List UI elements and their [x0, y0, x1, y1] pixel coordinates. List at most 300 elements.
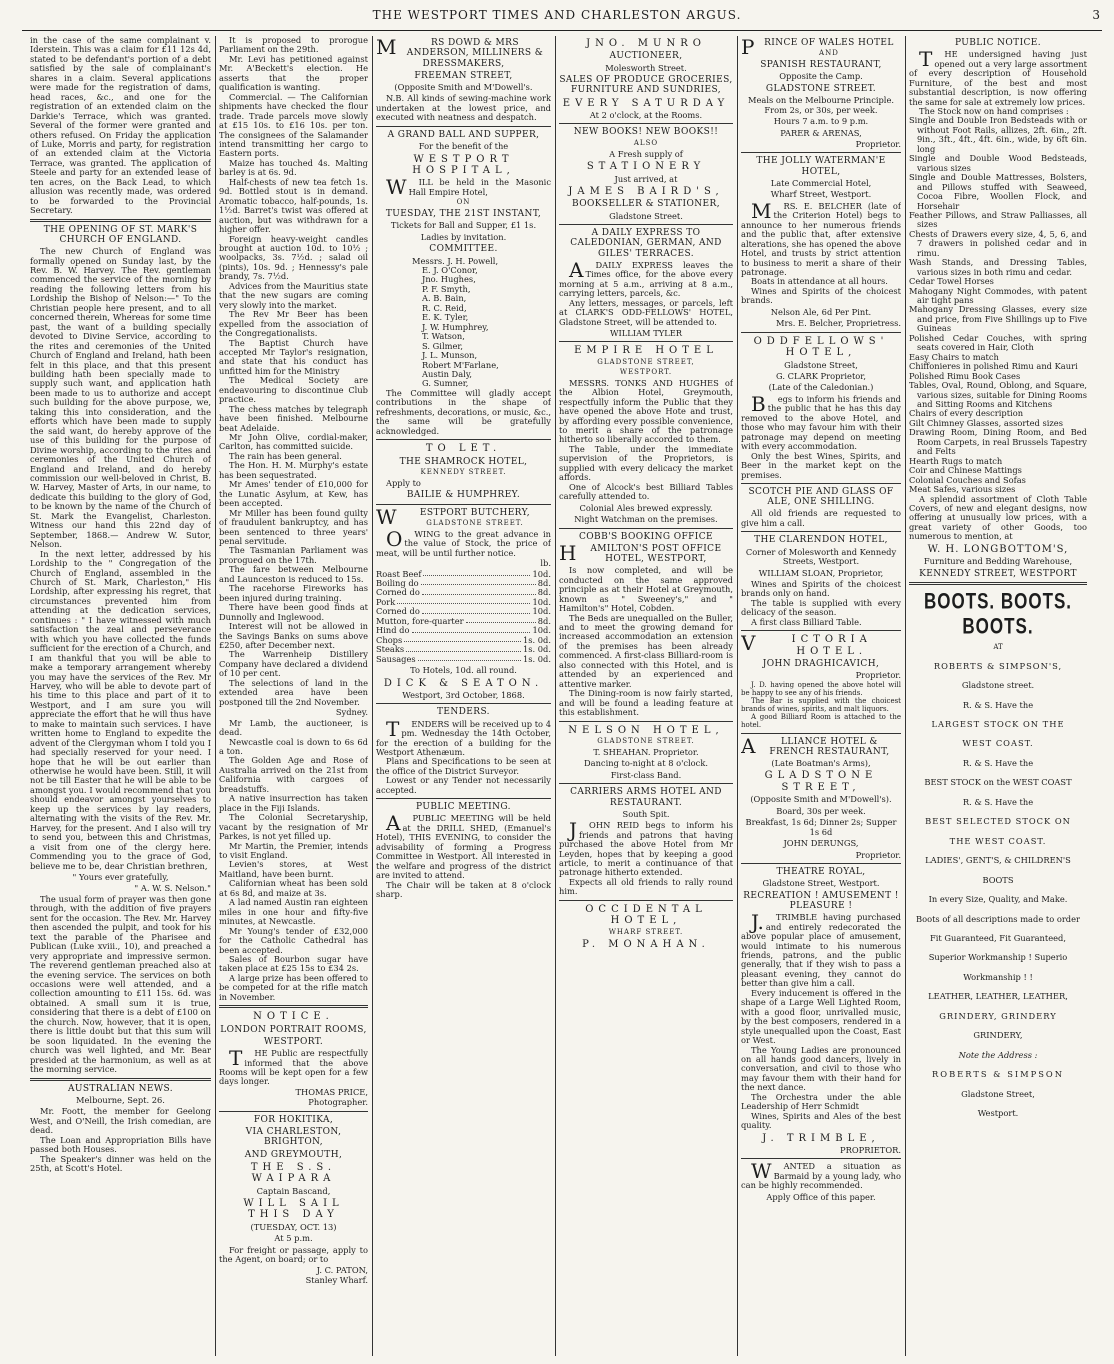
occidental-title: OCCIDENTAL HOTEL,	[585, 903, 707, 927]
oddfellows-title: ODDFELLOWS' HOTEL,	[753, 335, 889, 359]
divider	[741, 152, 901, 153]
let-hotel: THE SHAMROCK HOTEL,	[399, 456, 528, 467]
page-number: 3	[1092, 8, 1100, 22]
furniture-item: Mahogany Dressing Glasses, every size and price, from Five Shillings up to Five Guineas	[909, 304, 1087, 334]
jolly-late: Late Commercial Hotel,	[770, 177, 872, 188]
news-item: The rain has been general.	[229, 450, 342, 461]
committee-member: E. J. O'Conor,	[422, 265, 478, 276]
theatre-orchestra: The Orchestra under the able Leadership of Herr Schmidt	[741, 1091, 901, 1112]
auctioneer-name: JNO. MUNRO	[586, 38, 706, 49]
ship-agent: J. C. PATON,	[316, 1264, 368, 1275]
notice-title: LONDON PORTRAIT ROOMS,	[220, 1024, 367, 1035]
divider	[376, 703, 551, 704]
nelson-proprietor: T. SHEAHAN. Proprietor.	[593, 746, 699, 757]
news-item: Sales of Bourbon sugar have taken place at £25 15s to £34 2s.	[219, 953, 368, 974]
auctioneer-role: AUCTIONEER,	[609, 51, 683, 62]
boots-line: WEST COAST.	[962, 738, 1034, 749]
price-list	[376, 570, 551, 665]
column-rule	[905, 36, 906, 1356]
public-notice-heading: PUBLIC NOTICE.	[954, 38, 1042, 48]
furniture-item: Polished Rimu Book Cases	[909, 370, 1021, 381]
pow-street: GLADSTONE STREET.	[765, 83, 877, 94]
auction-sales: SALES OF PRODUCE GROCERIES, FURNITURE AND SUNDRIES,	[559, 75, 733, 96]
express-parcels: Any letters, messages, or parcels, left at CLARK'S ODD-FELLOWS' HOTEL, Gladstone Street, will be attended to.	[559, 297, 733, 327]
ad-body: N.B. All kinds of sewing-machine work undertaken at the lowest price, and executed with neatness and despatch.	[376, 93, 551, 123]
butchery-date: Westport, 3rd October, 1868.	[402, 689, 525, 700]
oddfellows-only: Only the best Wines, Spirits, and Beer in the market kept on the premises.	[741, 450, 901, 480]
divider	[741, 483, 901, 484]
butchery-street: GLADSTONE STREET.	[426, 518, 524, 527]
divider	[219, 1111, 368, 1112]
column-3	[376, 36, 551, 1358]
let-apply: Apply to	[386, 477, 421, 488]
ship-place: Stanley Wharf.	[305, 1275, 368, 1286]
nelson-street: GLADSTONE STREET.	[597, 736, 695, 745]
alliance-role: Proprietor.	[855, 849, 901, 860]
price-item: Steaks	[376, 644, 405, 655]
auction-day: EVERY SATURDAY	[562, 97, 730, 109]
news-item: Mr. Levi has petitioned against Mr. A'Beckett's election. He asserts that the proper qualification is wanting.	[219, 53, 368, 93]
running-head: THE WESTPORT TIMES AND CHARLESTON ARGUS.	[372, 8, 742, 22]
boots-headline: BOOTS. BOOTS. BOOTS.	[923, 589, 1073, 639]
clarendon-title: THE CLARENDON HOTEL,	[754, 535, 888, 546]
divider	[559, 783, 733, 784]
boots-line: LARGEST STOCK ON THE	[931, 718, 1065, 729]
boots-line: Fit Guaranteed, Fit Guaranteed,	[930, 932, 1066, 943]
committee-member: Austin Daly,	[422, 369, 473, 380]
news-heading: AUSTRALIAN NEWS.	[67, 1083, 174, 1094]
news-item: Interest will not be allowed in the Savings Banks on sums above £250, after December next.	[219, 621, 368, 650]
committee-note: The Committee will gladly accept contributions in the shape of refreshments, decorations, or music, &c., the same will be gratefully acknowledged.	[376, 387, 551, 436]
boots-line: Boots of all descriptions made to order	[916, 913, 1080, 924]
price-value: 10d.	[532, 596, 551, 607]
furniture-item: Chairs of every description	[909, 408, 1024, 419]
news-item: The Speaker's dinner was held on the 25th, at Scott's Hotel.	[30, 1153, 211, 1173]
price-item: Pork	[376, 596, 396, 607]
divider	[741, 630, 901, 631]
furniture-item: Chiffonieres in polished Rimu and Kauri	[909, 361, 1078, 372]
notice-body: THE Public are respectfully informed that the above Rooms will be kept open for a few days longer.	[219, 1046, 368, 1087]
boots-line: BEST STOCK on the WEST COAST	[924, 777, 1072, 788]
news-item: Mr Ames' tender of £10,000 for the Lunatic Asylum, at Kew, has been accepted.	[219, 479, 368, 509]
pow-meals: Meals on the Melbourne Principle. From 2s, or 30s, per week.	[747, 95, 895, 115]
express-body: ADAILY EXPRESS leaves the Times office, for the above every morning at 5 a.m., arriving at 8 a.m., carrying letters, parcels, &c.	[559, 257, 733, 299]
jolly-signature: Mrs. E. Belcher, Proprietress.	[776, 318, 901, 329]
clarendon-table: The table is supplied with every delicacy of the season.	[741, 597, 901, 618]
article-heading: THE OPENING OF ST. MARK'S CHURCH OF ENGLAND.	[43, 224, 198, 245]
article-text: The new Church of England was formally opened on Sunday last, by the Rev. B. W. Harvey. The Rev. gentleman commenced the service of the morning by reading the following letters from his Lordship the Bishop of Nelson:—" To the Christian people here present, and to all concerned therein, Whereas for some time past, the want of a building specially devoted to Divine Service, according to the rites and ceremonies of the United Church of England and Ireland, hath been felt in this place, and that this present building hath been specially made to supply such want, and application hath been made to us to authorize and accept such building for the above purpose, we, taking this into consideration, and the efforts which have been made to supply the said want, do hereby approve of the use of this building for the purpose of Divine worship, according to the rites and ceremonies of the United Church of England and Ireland, and do hereby commission our well-beloved in Christ, B. W. Harvey, Master of Arts, in our name, to dedicate this building to the glory of God, to be known by the name of the Church of St. Mark the Evangelist, Charleston. Witness our hand this 22nd day of September, 1868.— Andrew W. Sutor, Nelson.	[30, 246, 211, 550]
furniture-street: KENNEDY STREET, WESTPORT	[919, 568, 1077, 579]
divider	[376, 126, 551, 127]
furniture-item: Single and Double Iron Bedsteads with or without Foot Rails, allizes, 2ft. 6in., 2ft. 9in., 3ft., 4ft., 4ft. 6in., wide, by 6ft 6in. long	[909, 115, 1087, 154]
theatre-tagline: RECREATION ! AMUSEMENT ! PLEASURE !	[743, 890, 899, 911]
jolly-ale: Nelson Ale, 6d Per Pint.	[770, 306, 872, 317]
pow-restaurant: SPANISH RESTAURANT,	[760, 60, 882, 71]
butchery-body: OWING to the great advance in the value of Stock, the price of meat, will be until further notice.	[376, 526, 551, 558]
price-row	[376, 588, 551, 597]
news-item: Mr Young's tender of £32,000 for the Catholic Cathedral has been accepted.	[219, 925, 368, 955]
carriers-expects: Expects all old friends to rally round him.	[559, 876, 733, 897]
theatre-every: Every inducement is offered in the shape of a Large Well Lighted Room, with a good floor, unrivalled music, by the best composers, rendered in a style unequalled upon the Coast, East or West.	[741, 987, 901, 1046]
news-item: Mr Martin, the Premier, intends to visit England.	[219, 840, 368, 860]
boots-line: R. & S. Have the	[962, 757, 1034, 768]
price-item: Roast Beef	[376, 568, 422, 579]
jolly-wines: Wines and Spirits of the choicest brands.	[741, 285, 901, 306]
news-item: Mr Lamb, the auctioneer, is dead.	[219, 717, 368, 738]
news-item: Levien's stores, at West Maitland, have been burnt.	[219, 859, 368, 879]
committee-list	[376, 257, 551, 389]
news-item: The chess matches by telegraph have been finished. Melbourne beat Adelaide.	[219, 403, 368, 433]
ball-date: TUESDAY, THE 21ST INSTANT,	[385, 209, 542, 220]
clarendon-proprietor: WILLIAM SLOAN, Proprietor,	[758, 567, 884, 578]
committee-member: Robert M'Farlane,	[422, 359, 499, 370]
price-item: Corned do	[376, 587, 420, 598]
nelson-dance: Dancing to-night at 8 o'clock.	[583, 758, 708, 769]
committee-member: S. Gilmer,	[422, 340, 464, 351]
price-item: Chops	[376, 634, 403, 645]
boots-shop: ROBERTS & SIMPSON'S,	[933, 660, 1063, 671]
committee-member: E. K. Tyler,	[422, 312, 469, 323]
hamilton-dining: The Dining-room is now fairly started, and will be found a leading feature at this establishment.	[559, 688, 733, 718]
news-item: The Warrenheip Distillery Company have declared a dividend of 10 per cent.	[219, 649, 368, 679]
empire-town: WESTPORT.	[619, 367, 673, 376]
meeting-body: APUBLIC MEETING will be held at the DRILL SHED, (Emanuel's Hotel), THIS EVENING, to consider the advisability of forming a Progress Committee in Westport. All interested in the welfare and progress of the district are invited to attend.	[376, 811, 551, 881]
news-item: The Loan and Appropriation Bills have passed both Houses.	[30, 1134, 211, 1155]
pow-hours: Hours 7 a.m. to 9 p.m.	[773, 116, 869, 127]
auction-time: At 2 o'clock, at the Rooms.	[589, 109, 703, 120]
ball-hospital: WESTPORT HOSPITAL,	[412, 153, 515, 176]
books-supply: A Fresh supply of	[609, 148, 683, 159]
notice-title: WESTPORT.	[263, 1036, 324, 1047]
shipping-heading: FOR HOKITIKA,	[253, 1114, 334, 1125]
victoria-role: Proprietor.	[855, 670, 901, 681]
committee-member: J. L. Munson,	[422, 350, 478, 361]
theatre-role: PROPRIETOR.	[839, 1145, 901, 1155]
boots-line: LADIES', GENT'S, & CHILDREN'S	[925, 855, 1071, 866]
pow-proprietor: PARER & ARENAS,	[780, 127, 862, 138]
jolly-title: THE JOLLY WATERMAN'E HOTEL,	[756, 156, 886, 177]
committee-member: Messrs. J. H. Powell,	[412, 255, 499, 266]
price-value: 8d.	[537, 615, 551, 626]
nelson-music: First-class Band.	[610, 769, 682, 780]
divider	[741, 332, 901, 333]
ship-name: THE S.S. WAIPARA	[250, 1161, 337, 1185]
divider	[30, 219, 211, 222]
wanted-apply: Apply Office of this paper.	[766, 1191, 876, 1202]
boots-at: AT	[993, 642, 1003, 651]
theatre-ladies: The Young Ladies are pronounced on all hands good dancers, lively in conversation, and civil to those who may favour them with their hand for the next dance.	[741, 1044, 901, 1093]
empire-body: MESSRS. TONKS AND HUGHES of the Albion Hotel, Greymouth, respectfully inform the Public that they have opened the above Hote and trust, by affording every possible convenience, to merit a share of the patronage hitherto so liberally accorded to them.	[559, 377, 733, 445]
occidental-proprietor: P. MONAHAN.	[582, 938, 710, 950]
meeting-heading: PUBLIC MEETING.	[416, 802, 511, 813]
ball-on: ON	[456, 198, 471, 207]
notice-signature: THOMAS PRICE,	[295, 1086, 368, 1097]
news-item: The Colonial Secretaryship, vacant by the resignation of Mr Parkes, is not yet filled up.	[219, 812, 368, 842]
oddfellows-late: (Late of the Caledonian.)	[768, 382, 874, 393]
committee-member: Jno. Hughes,	[422, 274, 476, 285]
furniture-item: Easy Chairs to match	[909, 351, 999, 362]
news-item: Mr John Olive, cordial-maker, Carlton, has committed suicide.	[219, 432, 368, 452]
oddfellows-body: Begs to inform his friends and the public that he has this day removed to the above Hotel, and those who may favour him with their patronage may depend on meeting with every accommodation.	[741, 391, 901, 452]
news-item: A large prize has been offered to be competed for at the rifle match in November.	[219, 972, 368, 1002]
furniture-item: Colonial Couches and Sofas	[909, 474, 1026, 485]
butchery-signature: DICK & SEATON.	[383, 677, 544, 689]
news-item: Maize has touched 4s. Malting barley is at 6s. 9d.	[219, 157, 368, 178]
pow-and: AND	[819, 49, 839, 58]
occidental-street: WHARF STREET.	[608, 927, 684, 936]
alliance-street: GLADSTONE STREET,	[764, 770, 878, 793]
news-item: It is proposed to prorogue Parliament on the 29th.	[219, 36, 368, 55]
nelson-title: NELSON HOTEL,	[568, 724, 724, 736]
let-street: KENNEDY STREET.	[420, 467, 507, 476]
furniture-shop: W. H. LONGBOTTOM'S,	[927, 543, 1069, 555]
furniture-item: Single and Double Wood Bedsteads, various sizes	[909, 153, 1087, 173]
theatre-location: Gladstone Street, Westport.	[762, 878, 880, 889]
divider	[219, 1005, 368, 1008]
auctioneer-street: Molesworth Street.	[605, 62, 687, 73]
divider	[559, 900, 733, 901]
news-item: A lad named Austin ran eighteen miles in one hour and fifty-five minutes, at Newcastle.	[219, 897, 368, 927]
tenders-body: TENDERS will be received up to 4 pm. Wednesday the 14th October, for the erection of a building for the Westport Athenæum.	[376, 716, 551, 757]
clarendon-location: Corner of Molesworth and Kennedy Streets, Westport.	[745, 546, 897, 567]
empire-ales: Colonial Ales brewed expressly.	[579, 502, 713, 513]
alliance-title: ALLIANCE HOTEL & FRENCH RESTAURANT,	[741, 733, 890, 758]
boots-line: THE WEST COAST.	[949, 835, 1047, 846]
ship-captain: Captain Bascand,	[256, 1185, 331, 1196]
head-rule	[22, 30, 1102, 31]
notice-role: Photographer.	[308, 1097, 368, 1108]
tenders-heading: TENDERS.	[437, 707, 490, 718]
news-item: The Tasmanian Parliament was prorogued on the 17th.	[219, 545, 368, 565]
boots-line: LEATHER, LEATHER, LEATHER,	[928, 991, 1068, 1002]
alliance-meals: Breakfast, 1s 6d; Dinner 2s; Supper 1s 6d	[745, 817, 897, 837]
meeting-chair: The Chair will be taken at 8 o'clock sharp.	[376, 879, 551, 900]
column-1	[30, 36, 211, 1358]
divider	[376, 798, 551, 799]
news-dateline: Melbourne, Sept. 26.	[76, 1094, 165, 1105]
divider	[30, 1078, 211, 1081]
furniture-item: Chests of Drawers every size, 4, 5, 6, and 7 drawers in polished cedar and in rimu.	[909, 228, 1087, 258]
news-item: The selections of land in the extended area have been postponed till the 2nd November.	[219, 677, 368, 707]
ball-benefit: For the benefit of the	[418, 141, 509, 152]
price-item: Corned do	[376, 606, 420, 617]
ball-body: WILL be held in the Masonic Hall Empire Hotel,	[386, 175, 551, 200]
news-item: Mr. Foott, the member for Geelong West, and O'Neill, the Irish comedian, are dead.	[30, 1106, 211, 1136]
furniture-item: Coir and Chinese Mattings	[909, 465, 1022, 476]
theatre-body: J.TRIMBLE having purchased and entirely redecorated the above popular place of amusement, would intimate to his numerous friends, patrons, and the public generally, that if they wish to pass a pleasant evening, they cannot do better than give him a call.	[741, 910, 901, 989]
boots-line: GRINDERY, GRINDERY	[939, 1010, 1057, 1021]
express-signature: WILLIAM TYLER	[609, 327, 683, 338]
books-heading: NEW BOOKS! NEW BOOKS!!	[573, 127, 719, 138]
letter-closing: " Yours ever gratefully,	[72, 872, 169, 883]
clarendon-billiard: A first class Billiard Table.	[751, 616, 862, 627]
tenders-plans: Plans and Specifications to be seen at the office of the District Surveyor.	[376, 756, 551, 776]
victoria-billiard: A good Billiard Room is attached to the hotel.	[741, 712, 901, 729]
news-item: There have been good finds at Dunnolly and Inglewood.	[219, 602, 368, 622]
news-dateline: Sydney.	[335, 707, 368, 718]
empire-watchman: Night Watchman on the premises.	[574, 514, 718, 525]
hamilton-beds: The Beds are unequalled on the Buller, and to meet the growing demand for increased accommodation an extension of the premises has been already commenced. A first-class Billiard-room is also connected with this Hotel, and is attended by an experienced and attentive marker.	[559, 612, 733, 689]
books-also: ALSO	[633, 138, 659, 147]
furniture-item: Drawing Room, Dining Room, and Bed Room Carpets, in real Brussels Tapestry and Felts	[909, 427, 1087, 457]
empire-table: The Table, under the immediate supervision of the Proprietors, is supplied with every delicacy the market affords.	[559, 443, 733, 483]
news-item: Half-chests of new tea fetch 1s. 9d. Bottled stout is in demand. Aromatic tobacco, half-pounds, 1s. 1½d. Barret's twist was offered at auction, but was withdrawn for a higher offer.	[219, 176, 368, 235]
cobb-heading: COBB'S BOOKING OFFICE	[578, 531, 713, 542]
furniture-shop-desc: Furniture and Bedding Warehouse,	[923, 556, 1073, 567]
furniture-item: Hearth Rugs to match	[909, 455, 1003, 466]
victoria-proprietor: JOHN DRAGHICAVICH,	[762, 659, 880, 670]
divider	[559, 123, 733, 124]
boots-ad	[909, 644, 1087, 1119]
furniture-item: Tables, Oval, Round, Oblong, and Square, various sizes, suitable for Dining Rooms and Sitting Rooms and Kitchens	[909, 380, 1087, 410]
divider	[741, 863, 901, 864]
ball-tickets: Tickets for Ball and Supper, £1 1s.	[390, 220, 537, 231]
public-notice-body: THE undersigned having just opened out a very large assortment of every description of Household Furniture, of the best and most substantial description, is now offering the same for sale at extremely low prices.	[909, 47, 1087, 107]
theatre-wines: Wines, Spirits and Ales of the best quality.	[741, 1110, 901, 1131]
committee-member: R. C. Reid,	[422, 302, 467, 313]
news-item: The Rev Mr Beer has been expelled from the association of the Congregationalists.	[219, 309, 368, 339]
carriers-title: CARRIERS ARMS HOTEL AND RESTAURANT.	[570, 787, 722, 808]
price-item: Boiling do	[376, 577, 419, 588]
furniture-item: Mahogany Night Commodes, with patent air tight pans	[909, 285, 1087, 306]
divider	[741, 733, 901, 734]
empire-title: EMPIRE HOTEL	[574, 345, 718, 357]
news-item: Foreign heavy-weight candles brought at auction 10d. to 10½ ; woolpacks, 3s. 7½d. ; salad oil (pints), 10s. 9d. ; Hennessy's pale brandy, 7s. 7½d.	[219, 233, 368, 282]
boots-line: ROBERTS & SIMPSON	[932, 1069, 1064, 1080]
column-2	[219, 36, 368, 1358]
price-value: 1s. 0d.	[522, 644, 551, 655]
news-item: Mr Miller has been found guilty of fraudulent bankruptcy, and has been sentenced to three years' penal servitude.	[219, 507, 368, 547]
jolly-body: MRS. E. BELCHER (late of the Criterion Hotel) begs to announce to her numerous friends and the public that, after extensive alterations, she has opened the above Hotel, and trusts by strict attention to business to merit a share of their patronage.	[741, 198, 901, 278]
pow-title: PRINCE OF WALES HOTEL	[741, 36, 894, 59]
theatre-signature: J. TRIMBLE,	[762, 1132, 880, 1144]
empire-billiard: One of Alcock's best Billiard Tables carefully attended to.	[559, 481, 733, 502]
furniture-item: Cedar Towel Horses	[909, 276, 994, 287]
price-value: 10d.	[532, 568, 551, 579]
boots-line: R. & S. Have the	[962, 699, 1034, 710]
price-unit: lb.	[540, 558, 551, 569]
news-item: The fare between Melbourne and Launceston is reduced to 15s.	[219, 564, 368, 584]
column-5	[741, 36, 901, 1358]
books-stationery: STATIONERY	[586, 161, 706, 173]
furniture-item: Gilt Chimney Glasses, assorted sizes	[909, 417, 1063, 428]
news-item: The Medical Society are endeavouring to discontinue Club practice.	[219, 375, 368, 405]
shipping-route: VIA CHARLESTON, BRIGHTON,	[245, 1127, 342, 1148]
column-6	[909, 36, 1087, 1358]
price-item: Hind do	[376, 625, 410, 636]
price-row	[376, 655, 551, 664]
article-text: In the next letter, addressed by his Lordship to the " Congregation of the Church of England, assembled in the Church of St. Mark, Charleston," His Lordship, after expressing his regret, that circumstances prevented him from attending at the dedication services, continues : " I have witnessed with much satisfaction the zeal and perseverance with which you have collected the funds sufficient for the erection of a Church, and I am thankful that you will be able to make a temporary arrangement whereby you may have the services of the Rev. Mr Harvey, who will be able to devote part of his time to this place and part of it to Westport, and I am sure you will appreciate the effort that he will thus have to make to maintain such services. I have written home to England to expedite the advent of the Clergyman whom I told you I had specially reserved for your need. I hope that he will be out earlier than otherwise he would have been. Still, it will not be till Easter that he will be able to be amongst you. I would recommend that you should endeavor amongst yourselves to keep up the services by lay readers, alternating with the visits of the Rev. Mr. Harvey, for the present. And I also will try to send you, between this and Christmas, a visit from one of the clergy here. Commending you to the grace of God, believe me to be, dear Christian brethren,	[30, 548, 211, 871]
column-4	[559, 36, 733, 1358]
divider	[909, 582, 1087, 585]
committee-member: A. B. Bain,	[422, 293, 467, 304]
boots-line: R. & S. Have the	[962, 796, 1034, 807]
ad-location: (Opposite Smith and M'Dowell's.	[394, 82, 533, 92]
bookseller-role: BOOKSELLER & STATIONER,	[572, 199, 720, 210]
furniture-item: Wash Stands, and Dressing Tables, various sizes in both rimu and cedar.	[909, 257, 1087, 277]
price-value: 1s. 0d.	[522, 653, 551, 664]
public-notice-splendid: A splendid assortment of Cloth Table Covers, of new and elegant designs, now offering at unusually low prices, with a great variety of other Goods, too numerous to mention, at	[909, 493, 1087, 542]
boots-line: Workmanship ! !	[963, 971, 1033, 982]
news-item: Californian wheat has been sold at 6s 8d, and maize at 3s.	[219, 878, 368, 898]
committee-member: G. Sumner,	[422, 378, 469, 389]
furniture-item: Single and Double Mattresses, Bolsters, and Pillows stuffed with Seaweed, Cocoa Fibre, Woollen Flock, and Horsehair	[909, 172, 1087, 211]
price-value: 1s. 0d.	[522, 634, 551, 645]
boots-line: Westport.	[977, 1108, 1019, 1119]
news-item: The Baptist Church have accepted Mr Taylor's resignation, and state that his conduct has unfitted him for the Ministry	[219, 337, 368, 376]
oddfellows-street: Gladstone Street,	[784, 359, 858, 370]
carriers-body: JOHN REID begs to inform his friends and patrons that having purchased the above Hotel from Mr Leyden, hopes that by keeping a good article, to merit a continuance of that patronage hitherto extended.	[559, 818, 733, 878]
boots-line: Gladstone Street,	[961, 1088, 1035, 1099]
committee-member: J. W. Humphrey,	[422, 321, 489, 332]
let-heading: TO LET.	[425, 443, 502, 455]
news-item: The Golden Age and Rose of Australia arrived on the 21st from California with cargoes of breadstuffs.	[219, 755, 368, 794]
article-text: in the case of the same complainant v. Iderstein. This was a claim for £11 12s 4d, stated to be defendant's portion of a debt satisfied by the sale of complainant's shares in a claim. Several applications were made for the registration of dams, head races, &c., and one for the registration of an extended claim on the Darkie's Terrace, which was granted. Several of the former were granted and others refused. On Friday the application of Luke, Morris and party, for registration of an extended claim at the Victoria Terrace, was granted. The application of Steele and party for an extended lease of ten acres, on the Back Lead, to which allusion was recently made, was ordered to be forwarded to the Provincial Secretary.	[30, 36, 211, 216]
news-item: Commercial. — The Californian shipments have checked the flour trade. Trade parcels move slowly at £15 10s. to £16 10s. per ton. The consignees of the Salamander intend transmitting her cargo to Eastern ports.	[219, 91, 368, 159]
price-value: 10d.	[532, 606, 551, 617]
furniture-item: Meat Safes, various sizes	[909, 484, 1016, 495]
divider	[376, 504, 551, 505]
price-item: Mutton, fore-quarter	[376, 615, 464, 626]
divider	[559, 721, 733, 722]
price-value: 8d.	[537, 587, 551, 598]
committee-member: T. Watson,	[422, 331, 465, 342]
column-rule	[737, 36, 738, 1356]
price-value: 10d.	[532, 625, 551, 636]
news-item: Newcastle coal is down to 6s 6d a ton.	[219, 736, 368, 756]
divider	[376, 439, 551, 440]
divider	[559, 224, 733, 225]
alliance-board: Board, 30s per week.	[776, 805, 866, 816]
alliance-late: (Late Boatman's Arms),	[771, 758, 871, 769]
hamilton-body: Is now completed, and will be conducted on the same approved principle as at their Hotel at Greymouth, known as " Sweeney's," and " Hamilton's" Hotel, Cobden.	[559, 565, 733, 614]
wanted-body: WANTED a situation as Barmaid by a young lady, who can be highly recommended.	[741, 1159, 901, 1191]
committee-heading: COMMITTEE.	[429, 244, 498, 255]
oddfellows-proprietor: G. CLARK Proprietor,	[776, 370, 866, 381]
divider	[741, 531, 901, 532]
committee-member: P. F. Smyth,	[422, 283, 471, 294]
price-item: Sausages	[376, 653, 416, 664]
boots-line: Note the Address :	[958, 1049, 1038, 1060]
bookseller-name: JAMES BAIRD'S,	[568, 185, 724, 197]
furniture-item: Polished Cedar Couches, with spring seats covered in Hair, Cloth	[909, 332, 1087, 353]
article-text: The usual form of prayer was then gone through, with the addition of five prayers sent for the occasion. The Rev. Mr. Harvey then ascended the pulpit, and took for his text the parable of the Pharisee and Publican (Luke xviii., 10), and preached a very appropriate and impressive sermon. The reverend gentleman preached also at the evening service. The services on both occasions were well attended, and a collection amounting to £11 15s. 6d. was obtained. A small sum it is true, considering that there is a debt of £100 on the church. Now, however, that it is open, there is little doubt but that this sum will be soon liquidated. In the evening the church was well lighted, and Mr. Bear presided at the harmonium, as well as at the morning service.	[30, 893, 211, 1075]
hamilton-title: HAMILTON'S POST OFFICE HOTEL, WESTPORT,	[559, 540, 722, 565]
ship-date: (TUESDAY, OCT. 13)	[250, 1221, 337, 1232]
news-item: A native insurrection has taken place in the Fiji Islands.	[219, 793, 368, 813]
news-item: Advices from the Mauritius state that the new sugars are coming very slowly into the market.	[219, 280, 368, 310]
carriers-location: South Spit.	[622, 808, 670, 819]
ship-apply: For freight or passage, apply to the Agent, on board; or to	[219, 1244, 368, 1265]
jolly-street: Wharf Street, Westport.	[770, 189, 872, 200]
public-notice-stock: The Stock now on hand comprises :	[919, 105, 1069, 116]
let-agent: BAILIE & HUMPHREY.	[406, 490, 521, 501]
notice-heading: NOTICE.	[253, 1011, 334, 1023]
scotch-heading: SCOTCH PIE AND GLASS OF ALE, ONE SHILLING.	[748, 486, 894, 508]
ad-street: FREEMAN STREET,	[414, 70, 513, 81]
bookseller-street: Gladstone Street.	[609, 210, 683, 221]
jolly-boats: Boats in attendance at all hours.	[751, 276, 888, 287]
pow-location: Opposite the Camp.	[779, 71, 863, 82]
ad-title: MRS DOWD & MRS ANDERSON, MILLINERS & DRESSMAKERS,	[376, 36, 544, 69]
alliance-location: (Opposite Smith and M'Dowell's).	[750, 794, 892, 805]
ship-sail: WILL SAIL THIS DAY	[243, 1198, 344, 1221]
boots-line: Superior Workmanship ! Superio	[928, 952, 1068, 963]
alliance-proprietor: JOHN DERUNGS,	[783, 838, 859, 849]
boots-line: In every Size, Quality, and Make.	[928, 894, 1068, 905]
express-heading: A DAILY EXPRESS TO CALEDONIAN, GERMAN, AND GILES' TERRACES.	[570, 228, 722, 259]
column-rule	[215, 36, 216, 1356]
